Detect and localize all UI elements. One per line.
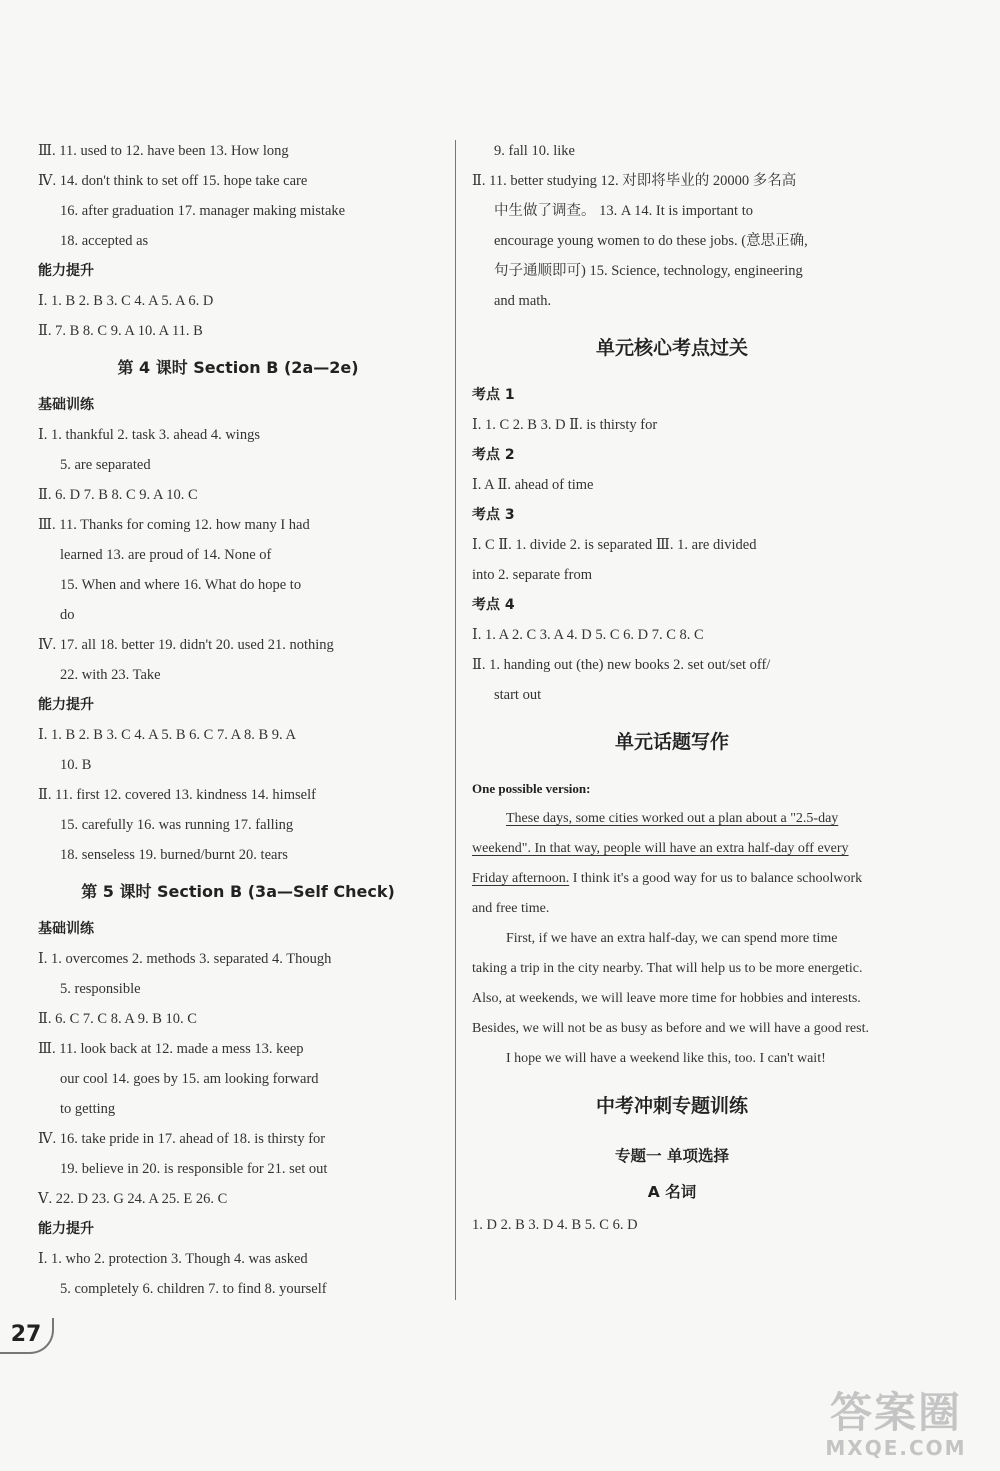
- answer-line: Ⅳ. 16. take pride in 17. ahead of 18. is thirsty for: [38, 1131, 326, 1147]
- answer-line: Ⅰ. 1. B 2. B 3. C 4. A 5. B 6. C 7. A 8. B 9. A: [38, 727, 296, 743]
- answer-line: do: [60, 607, 75, 623]
- section-label: 能力提升: [38, 263, 94, 279]
- answer-line: Ⅱ. 11. first 12. covered 13. kindness 14. himself: [38, 787, 316, 803]
- answer-line: Ⅱ. 6. D 7. B 8. C 9. A 10. C: [38, 487, 198, 503]
- section-heading: 第 4 课时 Section B (2a—2e): [117, 358, 359, 377]
- answer-line: our cool 14. goes by 15. am looking forward: [60, 1071, 319, 1087]
- answer-line: Ⅱ. 7. B 8. C 9. A 10. A 11. B: [38, 323, 203, 339]
- essay-paragraph-1-rest: I think it's a good way for us to balance schoolwork and free time.: [472, 871, 863, 916]
- section-heading: 第 5 课时 Section B (3a—Self Check): [81, 882, 395, 901]
- answer-line: 19. believe in 20. is responsible for 21. set out: [60, 1161, 328, 1177]
- page-number: 27: [0, 1318, 54, 1354]
- answer-line: 5. completely 6. children 7. to find 8. yourself: [60, 1281, 327, 1297]
- section-label: 能力提升: [38, 697, 94, 713]
- answer-line: Ⅰ. A Ⅱ. ahead of time: [472, 477, 594, 493]
- answer-line: Ⅳ. 14. don't think to set off 15. hope take care: [38, 173, 308, 189]
- answer-line: start out: [494, 687, 542, 703]
- right-column: [472, 136, 872, 1240]
- answer-line: 5. are separated: [60, 457, 151, 473]
- answer-line: into 2. separate from: [472, 567, 592, 583]
- section-label: 考点 2: [472, 447, 515, 463]
- answer-line: Ⅰ. 1. overcomes 2. methods 3. separated 4. Though: [38, 951, 332, 967]
- answer-line: Ⅲ. 11. look back at 12. made a mess 13. keep: [38, 1041, 304, 1057]
- section-label: 基础训练: [38, 397, 94, 413]
- answer-line: Ⅲ. 11. Thanks for coming 12. how many I had: [38, 517, 310, 533]
- right-bottom-answers: [472, 1080, 872, 1240]
- essay-paragraph-1: [472, 804, 872, 924]
- essay-paragraph-3: I hope we will have a weekend like this, too. I can't wait!: [506, 1051, 826, 1066]
- essay-underlined-text: These days, some cities worked out a plan about a "2.5-day weekend". In that way, people will have an extra half-day off every Friday afternoon.: [472, 811, 849, 886]
- answer-line: Ⅳ. 17. all 18. better 19. didn't 20. used 21. nothing: [38, 637, 334, 653]
- answer-line: learned 13. are proud of 14. None of: [60, 547, 272, 563]
- essay-version-label: One possible version:: [472, 781, 591, 796]
- watermark-line-2: MXQE.COM: [825, 1436, 967, 1460]
- answer-line: 中生做了调查。 13. A 14. It is important to: [494, 203, 753, 219]
- answer-line: Ⅰ. 1. C 2. B 3. D Ⅱ. is thirsty for: [472, 417, 658, 433]
- section-heading: 单元话题写作: [614, 731, 729, 753]
- answer-line: encourage young women to do these jobs. (意思正确,: [494, 233, 808, 249]
- answer-line: Ⅰ. C Ⅱ. 1. divide 2. is separated Ⅲ. 1. are divided: [472, 537, 757, 553]
- essay-body: [472, 804, 872, 1074]
- watermark-line-1: 答案圈: [829, 1388, 962, 1437]
- answer-line: Ⅲ. 11. used to 12. have been 13. How long: [38, 143, 289, 159]
- section-heading: 单元核心考点过关: [595, 337, 748, 359]
- answer-line: 22. with 23. Take: [60, 667, 161, 683]
- section-heading: 专题一 单项选择: [615, 1147, 729, 1165]
- answer-line: 18. senseless 19. burned/burnt 20. tears: [60, 847, 288, 863]
- answer-line: 15. carefully 16. was running 17. falling: [60, 817, 294, 833]
- essay-paragraph-2: First, if we have an extra half-day, we can spend more time taking a trip in the city nearby. That will help us to be more energetic. Also, at weekends, we will leave more time for hobbies and interests. Besides, we will not be as busy as before and we will have a good rest.: [472, 931, 869, 1036]
- answer-line: and math.: [494, 293, 552, 309]
- section-label: 考点 4: [472, 597, 515, 613]
- answer-line: 1. D 2. B 3. D 4. B 5. C 6. D: [472, 1217, 638, 1233]
- answer-line: 15. When and where 16. What do hope to: [60, 577, 302, 593]
- section-label: 能力提升: [38, 1221, 94, 1237]
- answer-line: Ⅰ. 1. B 2. B 3. C 4. A 5. A 6. D: [38, 293, 214, 309]
- answer-line: Ⅱ. 11. better studying 12. 对即将毕业的 20000 多名高: [472, 173, 797, 189]
- answer-line: Ⅰ. 1. who 2. protection 3. Though 4. was asked: [38, 1251, 308, 1267]
- section-heading: A 名词: [647, 1183, 697, 1201]
- answer-line: 16. after graduation 17. manager making mistake: [60, 203, 346, 219]
- left-column: [38, 136, 438, 1304]
- answer-line: Ⅰ. 1. thankful 2. task 3. ahead 4. wings: [38, 427, 260, 443]
- answer-line: Ⅴ. 22. D 23. G 24. A 25. E 26. C: [38, 1191, 228, 1207]
- section-label: 考点 3: [472, 507, 515, 523]
- section-heading: 中考冲刺专题训练: [595, 1095, 748, 1117]
- answer-line: to getting: [60, 1101, 116, 1117]
- right-top-answers: [472, 136, 872, 768]
- answer-line: Ⅰ. 1. A 2. C 3. A 4. D 5. C 6. D 7. C 8. C: [472, 627, 704, 643]
- answer-line: Ⅱ. 6. C 7. C 8. A 9. B 10. C: [38, 1011, 197, 1027]
- answer-line: Ⅱ. 1. handing out (the) new books 2. set out/set off/: [472, 657, 771, 673]
- watermark-logo: [806, 1390, 986, 1460]
- section-label: 基础训练: [38, 921, 94, 937]
- answer-line: 18. accepted as: [60, 233, 149, 249]
- answer-line: 10. B: [60, 757, 92, 773]
- column-divider: [455, 140, 456, 1300]
- section-label: 考点 1: [472, 387, 515, 403]
- answer-line: 5. responsible: [60, 981, 141, 997]
- answer-line: 9. fall 10. like: [494, 143, 575, 159]
- answer-line: 句子通顺即可) 15. Science, technology, engineering: [494, 263, 803, 279]
